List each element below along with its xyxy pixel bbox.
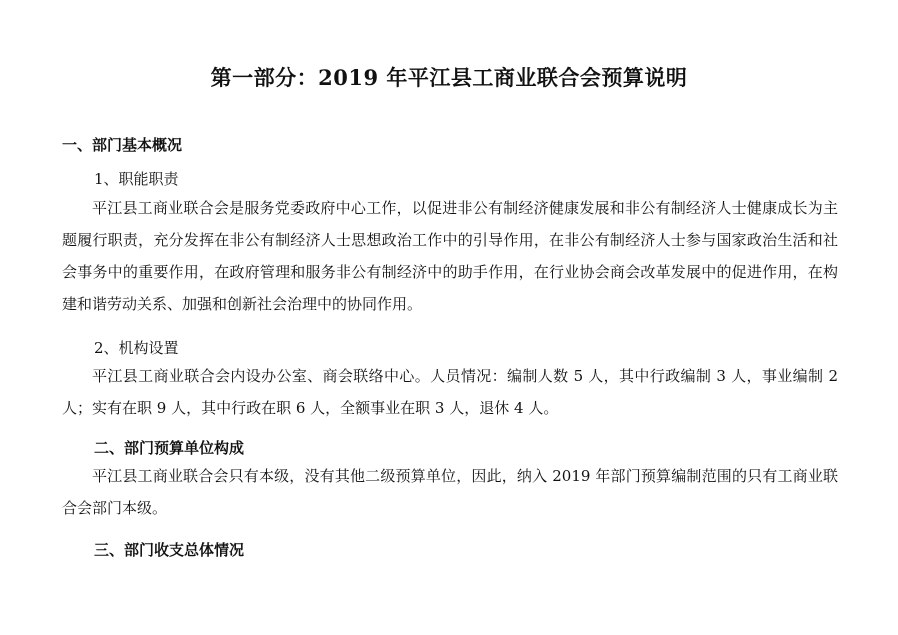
section-2-heading: 二、部门预算单位构成: [94, 439, 245, 457]
subsection-1-heading: 1、职能职责: [94, 170, 179, 188]
section-2-paragraph: 平江县工商业联合会只有本级，没有其他二级预算单位，因此，纳入 2019 年部门预算编制范围的只有工商业联合会部门本级。: [62, 467, 838, 517]
section-3-heading: 三、部门收支总体情况: [94, 541, 245, 559]
section-1-heading: 一、部门基本概况: [62, 136, 183, 154]
subsection-2-paragraph: 平江县工商业联合会内设办公室、商会联络中心。人员情况：编制人数 5 人，其中行政编制 3 人，事业编制 2 人；实有在职 9 人，其中行政在职 6 人，全额事业在职 3 人，退休 4 人。: [62, 367, 838, 417]
subsection-2-heading: 2、机构设置: [94, 339, 179, 357]
subsection-1-paragraph: 平江县工商业联合会是服务党委政府中心工作，以促进非公有制经济健康发展和非公有制经济人士健康成长为主题履行职责，充分发挥在非公有制经济人士思想政治工作中的引导作用，在非公有制经济人士参与国家政治生活和社会事务中的重要作用，在政府管理和服务非公有制经济中的助手作用，在行业协会商会改革发展中的促进作用，在构建和谐劳动关系、加强和创新社会治理中的协同作用。: [62, 199, 838, 313]
document-title: 第一部分：2019 年平江县工商业联合会预算说明: [210, 65, 688, 90]
